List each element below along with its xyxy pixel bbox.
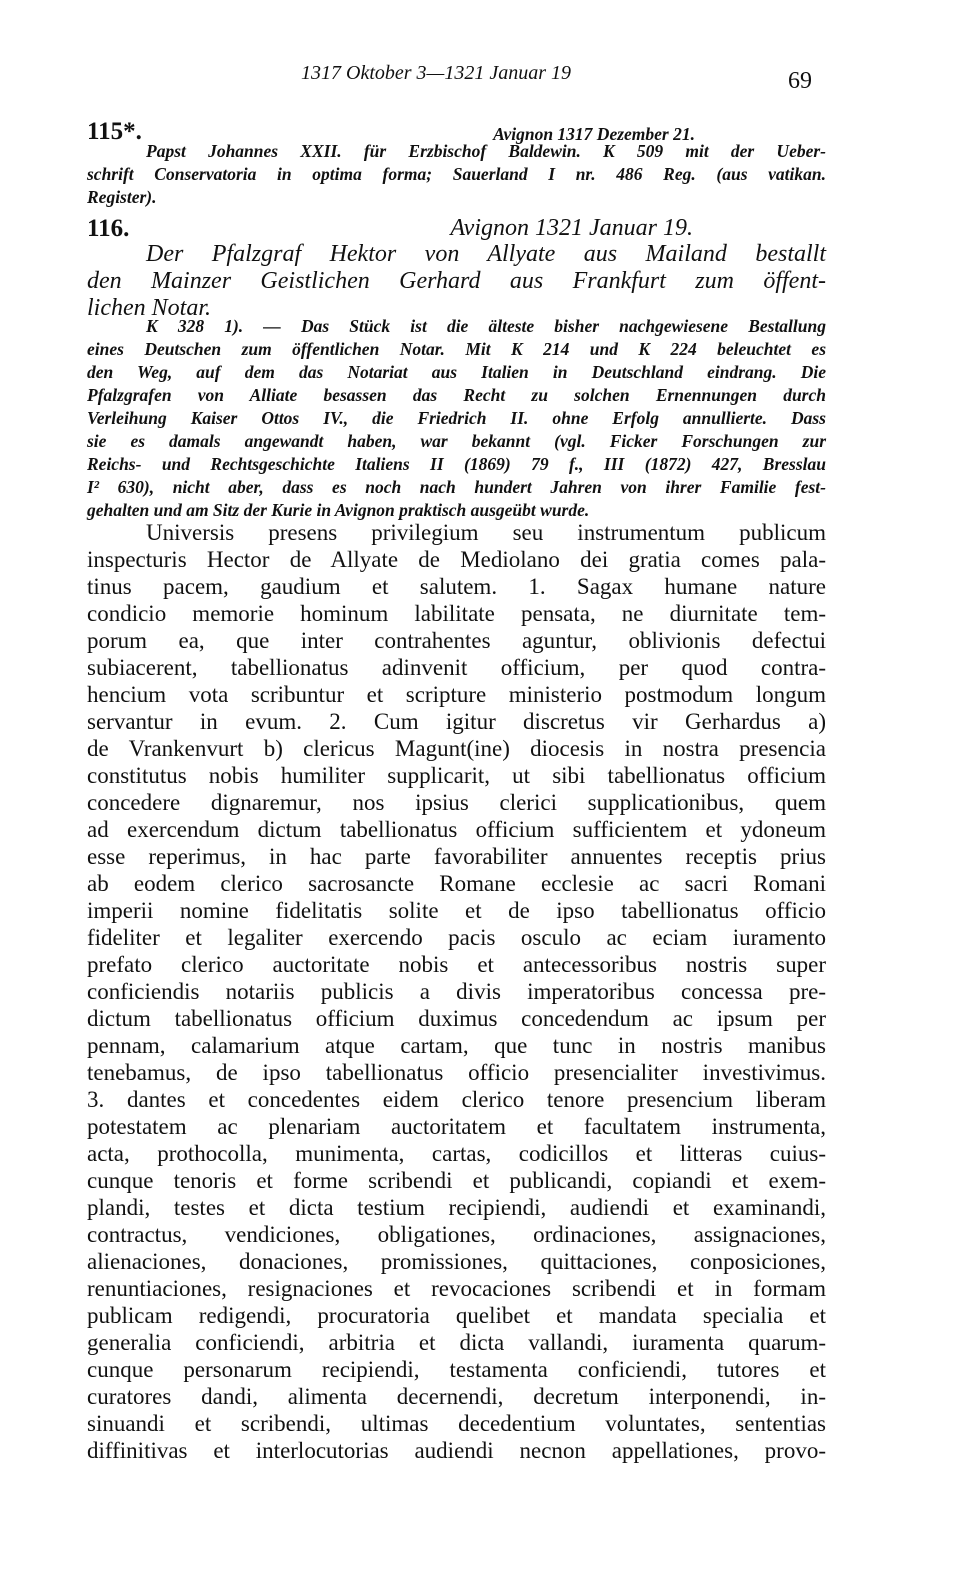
text-line: sinuandi et scribendi, ultimas decedentium voluntates, sententias bbox=[87, 1411, 826, 1436]
text-line: tinus pacem, gaudium et salutem. 1. Sagax humane nature bbox=[87, 574, 826, 599]
note-line: I² 630), nicht aber, dass es noch nach hundert Jahren von ihrer Familie fest- bbox=[87, 477, 826, 497]
text-line: Universis presens privilegium seu instrumentum publicum bbox=[146, 520, 826, 545]
text-line: curatores dandi, alimenta decernendi, decretum interponendi, in- bbox=[87, 1384, 826, 1409]
text-line: potestatem ac plenariam auctoritatem et facultatem instrumenta, bbox=[87, 1114, 826, 1139]
text-line: generalia conficiendi, arbitria et dicta vallandi, iuramenta quarum- bbox=[87, 1330, 826, 1355]
text-line: publicam redigendi, procuratoria quelibet et mandata specialia et bbox=[87, 1303, 826, 1328]
note-line: den Weg, auf dem das Notariat aus Italien in Deutschland eindrang. Die bbox=[87, 362, 826, 382]
text-line: servantur in evum. 2. Cum igitur discretus vir Gerhardus a) bbox=[87, 709, 826, 734]
text-line: concedere dignaremur, nos ipsius clerici supplicationibus, quem bbox=[87, 790, 826, 815]
text-line: ab eodem clerico sacrosancte Romane ecclesie ac sacri Romani bbox=[87, 871, 826, 896]
entry-116-place-date: Avignon 1321 Januar 19. bbox=[450, 215, 693, 241]
running-head-title: 1317 Oktober 3—1321 Januar 19 bbox=[301, 62, 571, 84]
entry-115-line-3: Register). bbox=[87, 187, 157, 207]
text-line: inspecturis Hector de Allyate de Mediolano dei gratia comes pala- bbox=[87, 547, 826, 572]
text-line: hencium vota scribuntur et scripture ministerio postmodum longum bbox=[87, 682, 826, 707]
text-line: contractus, vendiciones, obligationes, ordinaciones, assignaciones, bbox=[87, 1222, 826, 1247]
text-line: alienaciones, donaciones, promissiones, quittaciones, conposiciones, bbox=[87, 1249, 826, 1274]
entry-115-line-1: Papst Johannes XXII. für Erzbischof Baldewin. K 509 mit der Ueber- bbox=[146, 141, 826, 161]
text-line: tenebamus, de ipso tabellionatus officio presencialiter investivimus. bbox=[87, 1060, 826, 1085]
text-line: imperii nomine fidelitatis solite et de ipso tabellionatus officio bbox=[87, 898, 826, 923]
text-line: cunque tenoris et forme scribendi et publicandi, copiandi et exem- bbox=[87, 1168, 826, 1193]
entry-115-place-date: Avignon 1317 Dezember 21. bbox=[493, 124, 695, 144]
text-line: porum ea, que inter contrahentes aguntur, oblivionis defectui bbox=[87, 628, 826, 653]
note-line: K 328 1). — Das Stück ist die älteste bisher nachgewiesene Bestallung bbox=[146, 316, 826, 336]
text-line: subiacerent, tabellionatus adinvenit officium, per quod contra- bbox=[87, 655, 826, 680]
running-head bbox=[0, 62, 960, 92]
text-line: ad exercendum dictum tabellionatus officium sufficientem et ydoneum bbox=[87, 817, 826, 842]
entry-115-line-2: schrift Conservatoria in optima forma; Sauerland I nr. 486 Reg. (aus vatikan. bbox=[87, 164, 826, 184]
note-line: Pfalzgrafen von Alliate besassen das Recht zu solchen Ernennungen durch bbox=[87, 385, 826, 405]
text-line: fideliter et legaliter exercendo pacis osculo ac eciam iuramento bbox=[87, 925, 826, 950]
text-line: de Vrankenvurt b) clericus Magunt(ine) diocesis in nostra presencia bbox=[87, 736, 826, 761]
note-line: Reichs- und Rechtsgeschichte Italiens II (1869) 79 f., III (1872) 427, Bresslau bbox=[87, 454, 826, 474]
page-number: 69 bbox=[788, 68, 812, 94]
text-line: cunque personarum recipiendi, testamenta conficiendi, tutores et bbox=[87, 1357, 826, 1382]
heading-line: lichen Notar. bbox=[87, 295, 211, 321]
text-line: esse reperimus, in hac parte favorabiliter annuentes receptis prius bbox=[87, 844, 826, 869]
text-line: diffinitivas et interlocutorias audiendi necnon appellationes, provo- bbox=[87, 1438, 826, 1463]
text-line: prefato clerico auctoritate nobis et antecessoribus nostris super bbox=[87, 952, 826, 977]
entry-115-number: 115*. bbox=[87, 118, 142, 145]
text-line: condicio memorie hominum labilitate pensata, ne diurnitate tem- bbox=[87, 601, 826, 626]
heading-line: den Mainzer Geistlichen Gerhard aus Frankfurt zum öffent- bbox=[87, 268, 826, 294]
heading-line: Der Pfalzgraf Hektor von Allyate aus Mailand bestallt bbox=[146, 241, 826, 267]
text-line: renuntiaciones, resignaciones et revocaciones scribendi et in formam bbox=[87, 1276, 826, 1301]
note-line: gehalten und am Sitz der Kurie in Avignon praktisch ausgeübt wurde. bbox=[87, 500, 590, 520]
text-line: 3. dantes et concedentes eidem clerico tenore presencium liberam bbox=[87, 1087, 826, 1112]
note-line: sie es damals angewandt haben, war bekannt (vgl. Ficker Forschungen zur bbox=[87, 431, 826, 451]
text-line: constitutus nobis humiliter supplicarit, ut sibi tabellionatus officium bbox=[87, 763, 826, 788]
text-line: acta, prothocolla, munimenta, cartas, codicillos et litteras cuius- bbox=[87, 1141, 826, 1166]
text-line: dictum tabellionatus officium duximus concedendum ac ipsum per bbox=[87, 1006, 826, 1031]
note-line: eines Deutschen zum öffentlichen Notar. Mit K 214 und K 224 beleuchtet es bbox=[87, 339, 826, 359]
text-line: plandi, testes et dicta testium recipiendi, audiendi et examinandi, bbox=[87, 1195, 826, 1220]
note-line: Verleihung Kaiser Ottos IV., die Friedrich II. ohne Erfolg annullierte. Dass bbox=[87, 408, 826, 428]
text-line: conficiendis notariis publicis a divis imperatoribus concessa pre- bbox=[87, 979, 826, 1004]
entry-116-header bbox=[87, 215, 827, 242]
text-line: pennam, calamarium atque cartam, que tunc in nostris manibus bbox=[87, 1033, 826, 1058]
entry-116-number: 116. bbox=[87, 215, 130, 242]
